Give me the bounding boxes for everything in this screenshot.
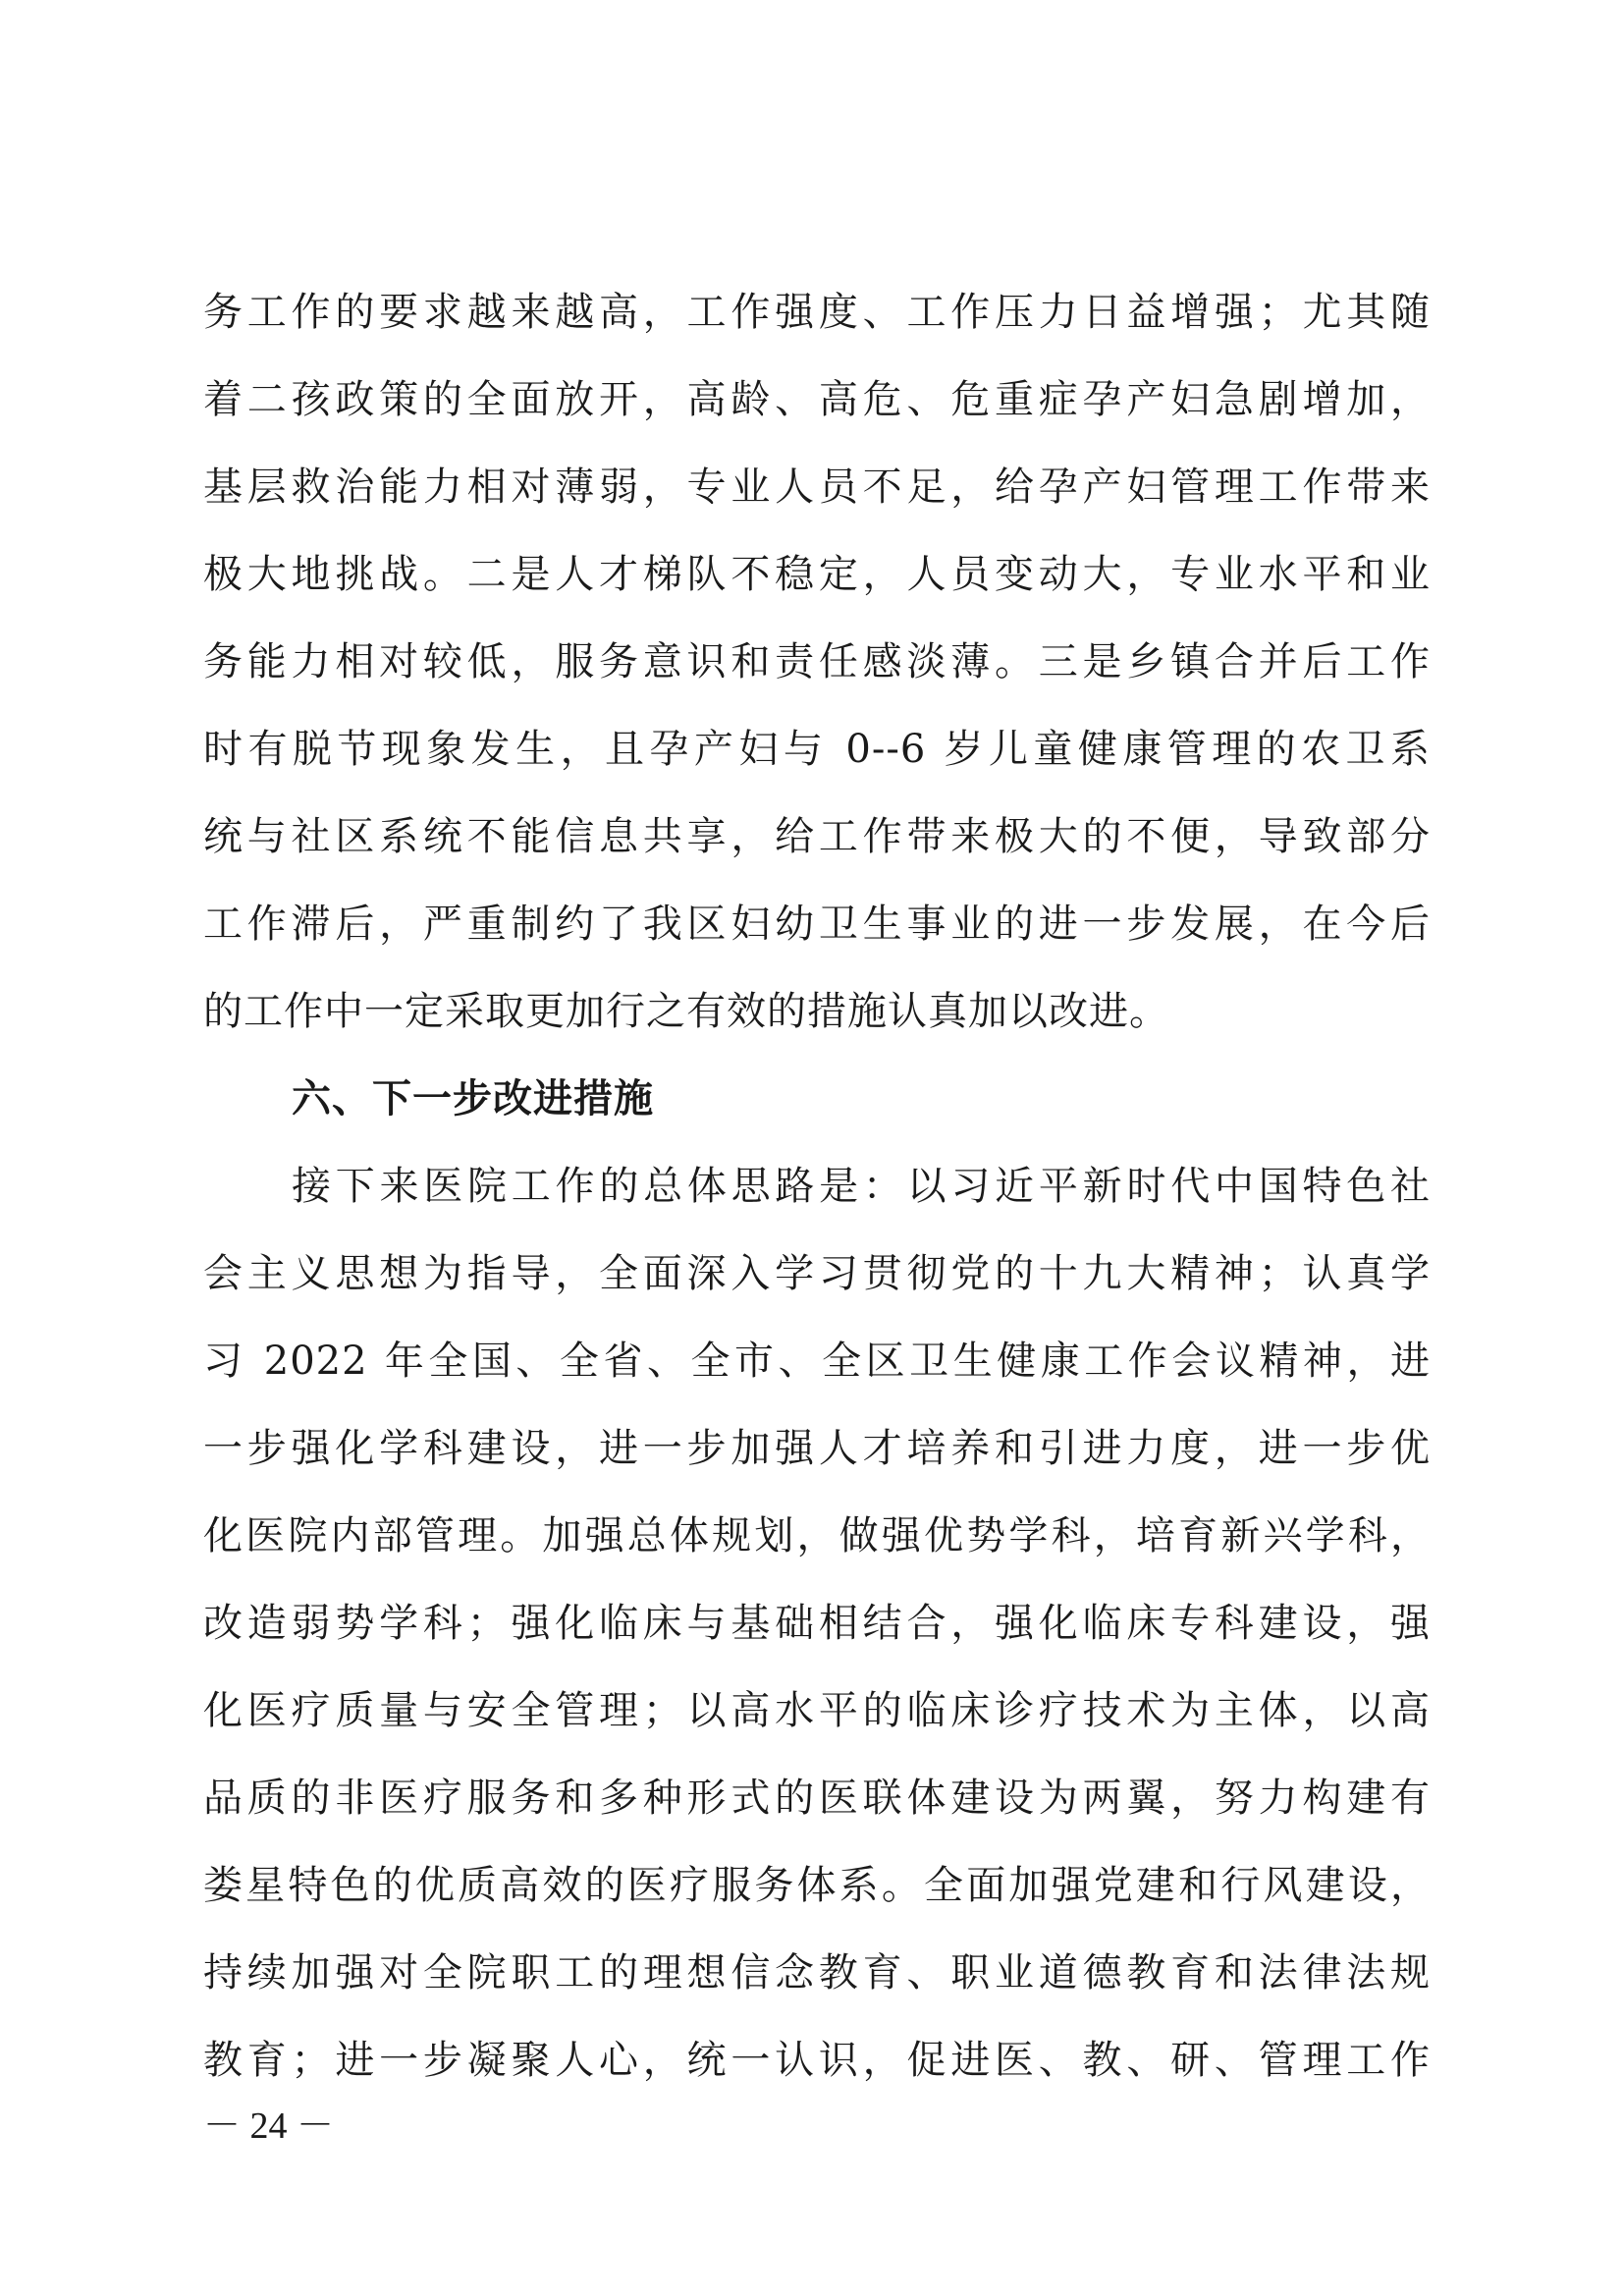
paragraph-line: 时有脱节现象发生，且孕产妇与 0--6 岁儿童健康管理的农卫系 [203,727,1431,772]
paragraph-line: 一步强化学科建设，进一步加强人才培养和引进力度，进一步优 [203,1426,1431,1471]
paragraph-line: 娄星特色的优质高效的医疗服务体系。全面加强党建和行风建设， [203,1863,1431,1908]
paragraph-line: 接下来医院工作的总体思路是：以习近平新时代中国特色社 [292,1164,1431,1209]
paragraph-line: 化医院内部管理。加强总体规划，做强优势学科，培育新兴学科， [203,1513,1431,1558]
paragraph-line: 极大地挑战。二是人才梯队不稳定，人员变动大，专业水平和业 [203,552,1431,597]
paragraph-line: 务工作的要求越来越高，工作强度、工作压力日益增强；尤其随 [203,290,1431,335]
paragraph-line: 工作滞后，严重制约了我区妇幼卫生事业的进一步发展，在今后 [203,902,1431,947]
section-heading: 六、下一步改进措施 [292,1076,654,1121]
paragraph-line: 会主义思想为指导，全面深入学习贯彻党的十九大精神；认真学 [203,1251,1431,1296]
paragraph-line: 习 2022 年全国、全省、全市、全区卫生健康工作会议精神，进 [203,1339,1431,1384]
paragraph-line: 持续加强对全院职工的理想信念教育、职业道德教育和法律法规 [203,1950,1431,1995]
paragraph-line: 统与社区系统不能信息共享，给工作带来极大的不便，导致部分 [203,814,1431,859]
paragraph-line: 着二孩政策的全面放开，高龄、高危、危重症孕产妇急剧增加， [203,377,1431,422]
paragraph-line: 教育；进一步凝聚人心，统一认识，促进医、教、研、管理工作 [203,2038,1431,2083]
page-number: － 24 － [203,2105,335,2147]
paragraph-line: 品质的非医疗服务和多种形式的医联体建设为两翼，努力构建有 [203,1776,1431,1821]
paragraph-line: 务能力相对较低，服务意识和责任感淡薄。三是乡镇合并后工作 [203,639,1431,684]
paragraph-line: 改造弱势学科；强化临床与基础相结合，强化临床专科建设，强 [203,1601,1431,1646]
paragraph-line: 的工作中一定采取更加行之有效的措施认真加以改进。 [203,989,1169,1034]
paragraph-line: 基层救治能力相对薄弱，专业人员不足，给孕产妇管理工作带来 [203,465,1431,510]
paragraph-line: 化医疗质量与安全管理；以高水平的临床诊疗技术为主体，以高 [203,1688,1431,1733]
